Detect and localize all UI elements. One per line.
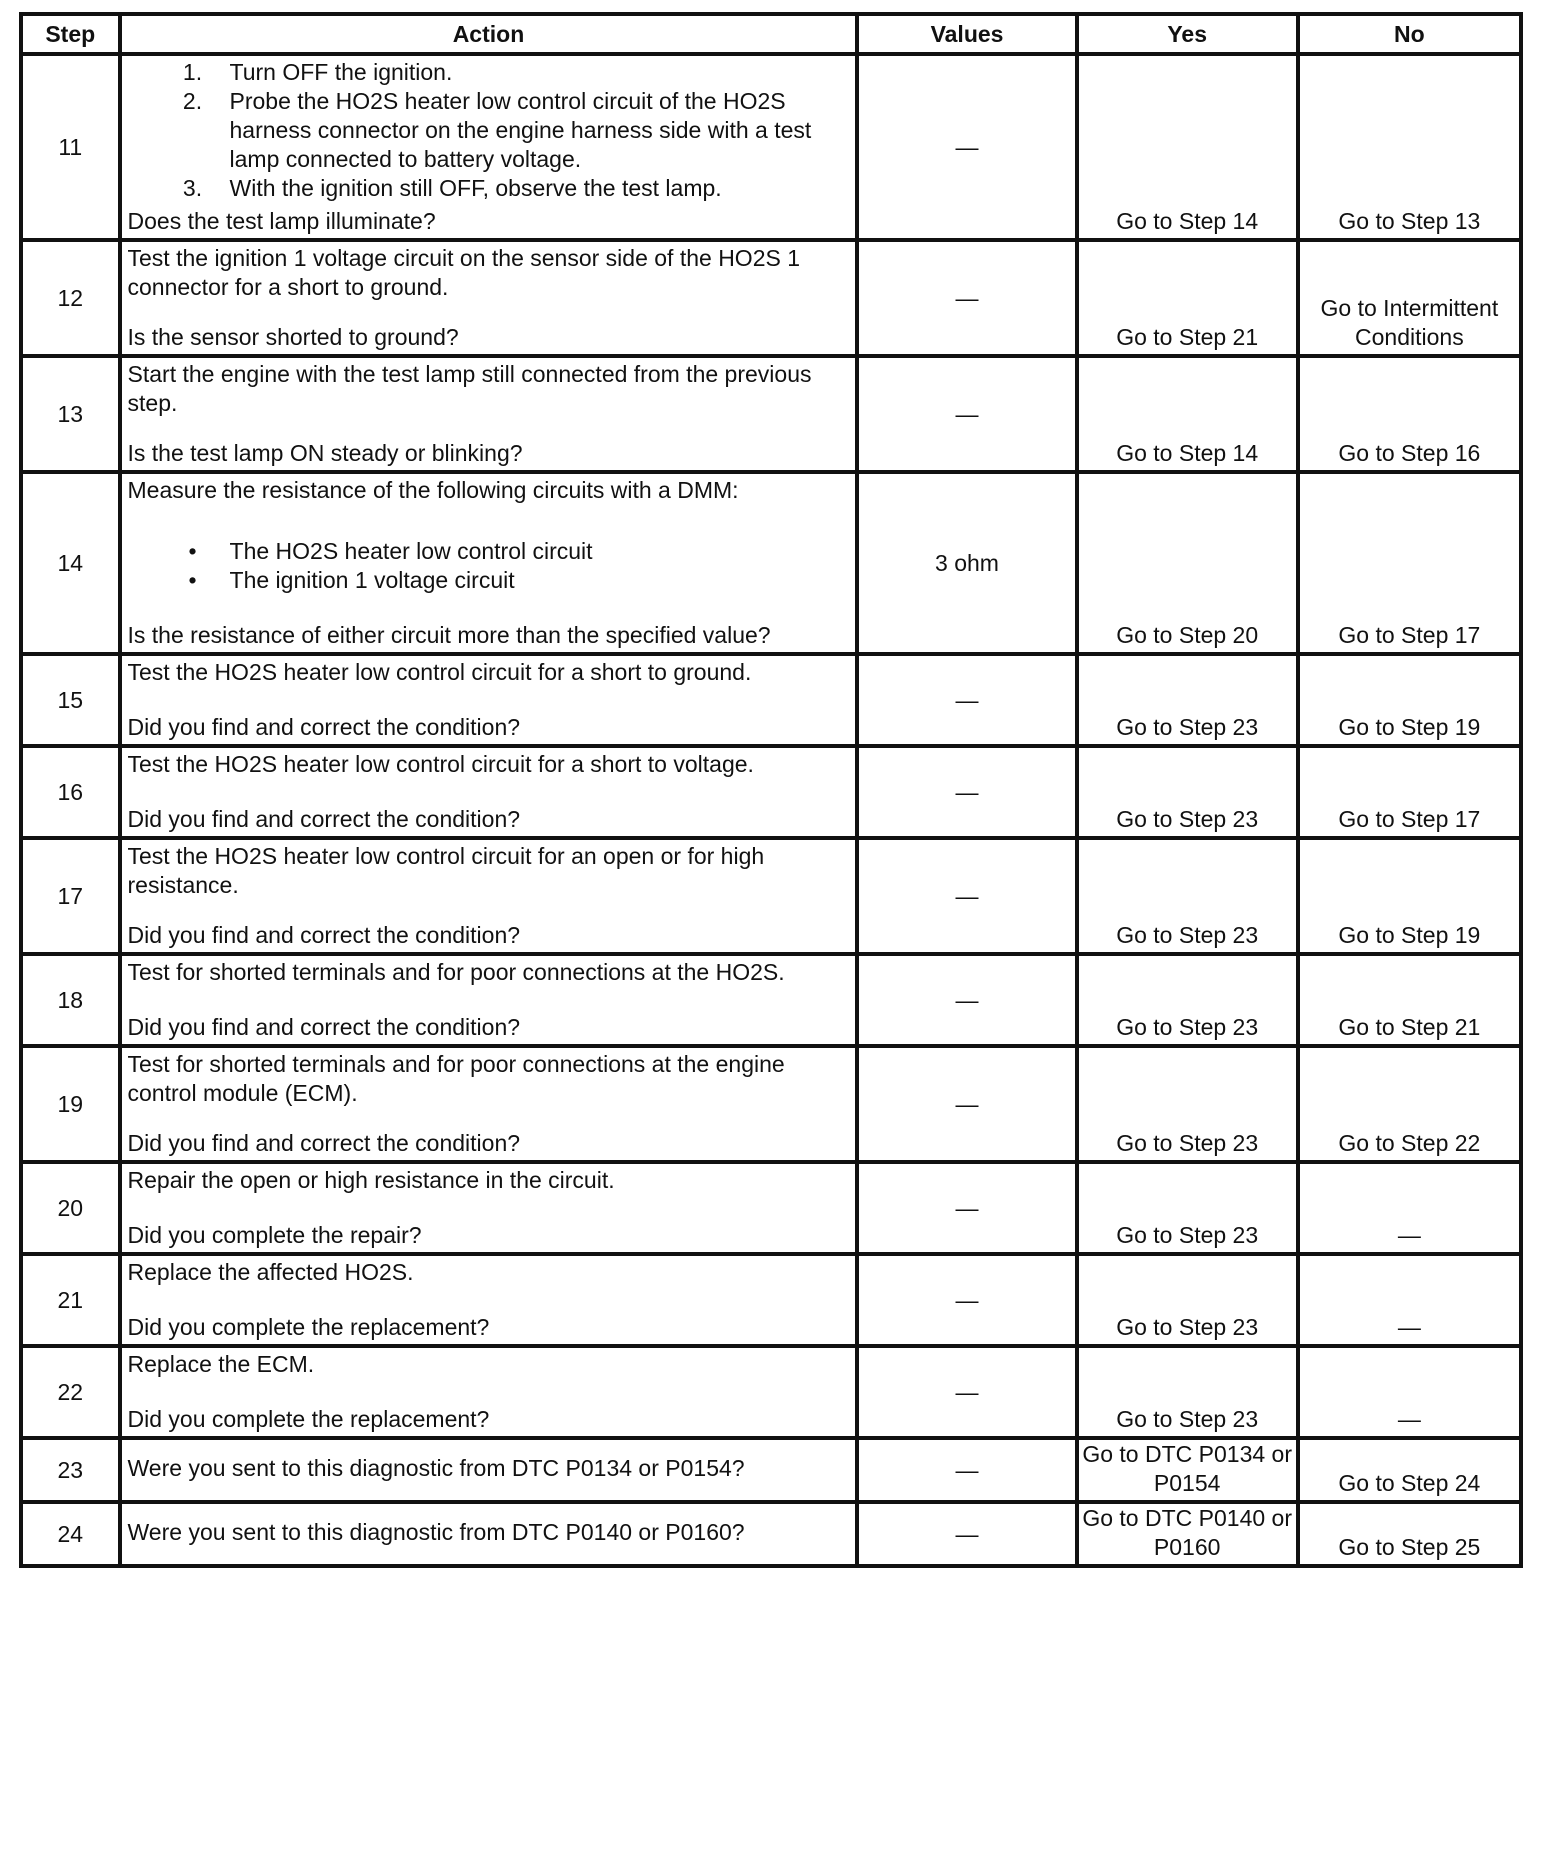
action-question: Is the resistance of either circuit more than the specified value? — [127, 622, 771, 648]
values-cell: — — [857, 54, 1076, 240]
bullet-text: The HO2S heater low control circuit — [229, 538, 593, 564]
item-text: With the ignition still OFF, observe the test lamp. — [229, 175, 722, 201]
table-row — [21, 1346, 1521, 1438]
action-cell — [120, 1346, 858, 1438]
table-row — [21, 746, 1521, 838]
action-cell — [120, 356, 858, 472]
no-cell: Go to Step 17 — [1298, 746, 1521, 838]
action-instruction: Test for shorted terminals and for poor connections at the engine control module (ECM). — [127, 1051, 785, 1106]
action-cell — [120, 1438, 858, 1502]
yes-cell: Go to Step 14 — [1077, 54, 1298, 240]
step-number: 13 — [21, 356, 120, 472]
action-content — [128, 842, 850, 950]
header-no: No — [1298, 14, 1521, 54]
step-number: 23 — [21, 1438, 120, 1502]
values-cell: — — [857, 356, 1076, 472]
no-cell: Go to Step 25 — [1298, 1502, 1521, 1566]
yes-cell: Go to Step 21 — [1077, 240, 1298, 356]
no-cell: Go to Intermittent Conditions — [1298, 240, 1521, 356]
action-instruction: Test the HO2S heater low control circuit for a short to voltage. — [127, 751, 754, 777]
action-cell — [120, 746, 858, 838]
bullet-list — [128, 537, 850, 595]
step-number: 18 — [21, 954, 120, 1046]
numbered-item — [128, 87, 850, 174]
yes-cell: Go to Step 20 — [1077, 472, 1298, 654]
step-number: 19 — [21, 1046, 120, 1162]
action-question: Did you find and correct the condition? — [127, 714, 521, 740]
action-instruction: Replace the affected HO2S. — [127, 1259, 414, 1285]
action-instruction: Start the engine with the test lamp still connected from the previous step. — [127, 361, 812, 416]
action-content — [128, 750, 850, 834]
action-question: Did you find and correct the condition? — [127, 1130, 521, 1156]
table-row — [21, 954, 1521, 1046]
action-question: Is the test lamp ON steady or blinking? — [127, 440, 523, 466]
item-text: Turn OFF the ignition. — [229, 59, 453, 85]
no-cell: Go to Step 22 — [1298, 1046, 1521, 1162]
values-cell: — — [857, 1346, 1076, 1438]
table-row — [21, 1162, 1521, 1254]
action-content — [128, 244, 850, 352]
bullet-item — [128, 537, 850, 566]
action-cell — [120, 1162, 858, 1254]
values-cell: — — [857, 1162, 1076, 1254]
table-row — [21, 1254, 1521, 1346]
action-cell — [120, 954, 858, 1046]
header-action: Action — [120, 14, 858, 54]
no-cell: Go to Step 21 — [1298, 954, 1521, 1046]
step-number: 17 — [21, 838, 120, 954]
action-cell — [120, 54, 858, 240]
bullet-icon: • — [188, 567, 197, 593]
yes-cell: Go to Step 23 — [1077, 1046, 1298, 1162]
header-row — [21, 14, 1521, 54]
yes-cell: Go to Step 23 — [1077, 1346, 1298, 1438]
bullet-item — [128, 566, 850, 595]
no-cell: — — [1298, 1162, 1521, 1254]
values-cell: — — [857, 746, 1076, 838]
action-question: Were you sent to this diagnostic from DTC P0134 or P0154? — [127, 1454, 745, 1481]
table-row — [21, 1502, 1521, 1566]
action-instruction: Test the HO2S heater low control circuit for a short to ground. — [127, 659, 752, 685]
yes-cell: Go to DTC P0134 or P0154 — [1077, 1438, 1298, 1502]
values-cell: 3 ohm — [857, 472, 1076, 654]
values-cell: — — [857, 1046, 1076, 1162]
action-cell — [120, 472, 858, 654]
action-question: Did you find and correct the condition? — [127, 922, 521, 948]
yes-cell: Go to Step 14 — [1077, 356, 1298, 472]
action-content — [128, 360, 850, 468]
action-instruction: Measure the resistance of the following circuits with a DMM: — [127, 477, 739, 503]
action-cell — [120, 654, 858, 746]
table-row — [21, 240, 1521, 356]
yes-cell: Go to Step 23 — [1077, 838, 1298, 954]
action-content — [128, 58, 850, 236]
action-instruction: Test the HO2S heater low control circuit for an open or for high resistance. — [127, 843, 765, 898]
action-question: Did you find and correct the condition? — [127, 1014, 521, 1040]
bullet-icon: • — [188, 538, 197, 564]
yes-cell: Go to DTC P0140 or P0160 — [1077, 1502, 1298, 1566]
diagnostic-table — [19, 12, 1523, 1568]
yes-cell: Go to Step 23 — [1077, 654, 1298, 746]
values-cell: — — [857, 240, 1076, 356]
values-cell: — — [857, 1254, 1076, 1346]
action-question: Did you complete the repair? — [127, 1222, 422, 1248]
action-content — [128, 958, 850, 1042]
action-content — [128, 1506, 850, 1558]
action-content — [128, 658, 850, 742]
action-content — [128, 1050, 850, 1158]
no-cell: Go to Step 16 — [1298, 356, 1521, 472]
values-cell: — — [857, 838, 1076, 954]
action-content — [128, 1166, 850, 1250]
action-instruction: Test for shorted terminals and for poor connections at the HO2S. — [127, 959, 785, 985]
no-cell: Go to Step 13 — [1298, 54, 1521, 240]
item-number: 3. — [182, 175, 203, 201]
values-cell: — — [857, 1438, 1076, 1502]
item-number: 1. — [182, 59, 203, 85]
action-content — [128, 1258, 850, 1342]
step-number: 15 — [21, 654, 120, 746]
numbered-item — [128, 174, 850, 203]
action-cell — [120, 240, 858, 356]
table-row — [21, 1046, 1521, 1162]
action-question: Were you sent to this diagnostic from DTC P0140 or P0160? — [127, 1518, 745, 1545]
action-content — [128, 476, 850, 650]
yes-cell: Go to Step 23 — [1077, 954, 1298, 1046]
no-cell: — — [1298, 1254, 1521, 1346]
bullet-text: The ignition 1 voltage circuit — [229, 567, 515, 593]
action-instruction: Test the ignition 1 voltage circuit on the sensor side of the HO2S 1 connector for a short to ground. — [127, 245, 801, 300]
action-cell — [120, 1502, 858, 1566]
action-question: Did you find and correct the condition? — [127, 806, 521, 832]
action-content — [128, 1442, 850, 1494]
no-cell: Go to Step 17 — [1298, 472, 1521, 654]
item-number: 2. — [182, 88, 203, 114]
values-cell: — — [857, 654, 1076, 746]
no-cell: Go to Step 19 — [1298, 654, 1521, 746]
table-row — [21, 54, 1521, 240]
yes-cell: Go to Step 23 — [1077, 1254, 1298, 1346]
action-question: Is the sensor shorted to ground? — [127, 324, 459, 350]
step-number: 12 — [21, 240, 120, 356]
header-values: Values — [857, 14, 1076, 54]
action-instruction: Replace the ECM. — [127, 1351, 315, 1377]
action-content — [128, 1350, 850, 1434]
action-question: Does the test lamp illuminate? — [127, 208, 436, 234]
header-step: Step — [21, 14, 120, 54]
table-row — [21, 356, 1521, 472]
table-row — [21, 654, 1521, 746]
step-number: 20 — [21, 1162, 120, 1254]
yes-cell: Go to Step 23 — [1077, 746, 1298, 838]
values-cell: — — [857, 954, 1076, 1046]
table-row — [21, 1438, 1521, 1502]
header-yes: Yes — [1077, 14, 1298, 54]
no-cell: Go to Step 24 — [1298, 1438, 1521, 1502]
numbered-item — [128, 58, 850, 87]
no-cell: — — [1298, 1346, 1521, 1438]
step-number: 14 — [21, 472, 120, 654]
step-number: 16 — [21, 746, 120, 838]
action-question: Did you complete the replacement? — [127, 1406, 490, 1432]
action-cell — [120, 1046, 858, 1162]
step-number: 11 — [21, 54, 120, 240]
action-cell — [120, 838, 858, 954]
action-cell — [120, 1254, 858, 1346]
item-text: Probe the HO2S heater low control circuit of the HO2S harness connector on the engine harness side with a test lamp connected to battery voltage. — [229, 88, 812, 172]
action-instruction: Repair the open or high resistance in the circuit. — [127, 1167, 615, 1193]
no-cell: Go to Step 19 — [1298, 838, 1521, 954]
table-row — [21, 472, 1521, 654]
yes-cell: Go to Step 23 — [1077, 1162, 1298, 1254]
numbered-instructions — [128, 58, 850, 203]
step-number: 21 — [21, 1254, 120, 1346]
step-number: 24 — [21, 1502, 120, 1566]
values-cell: — — [857, 1502, 1076, 1566]
step-number: 22 — [21, 1346, 120, 1438]
action-question: Did you complete the replacement? — [127, 1314, 490, 1340]
table-row — [21, 838, 1521, 954]
